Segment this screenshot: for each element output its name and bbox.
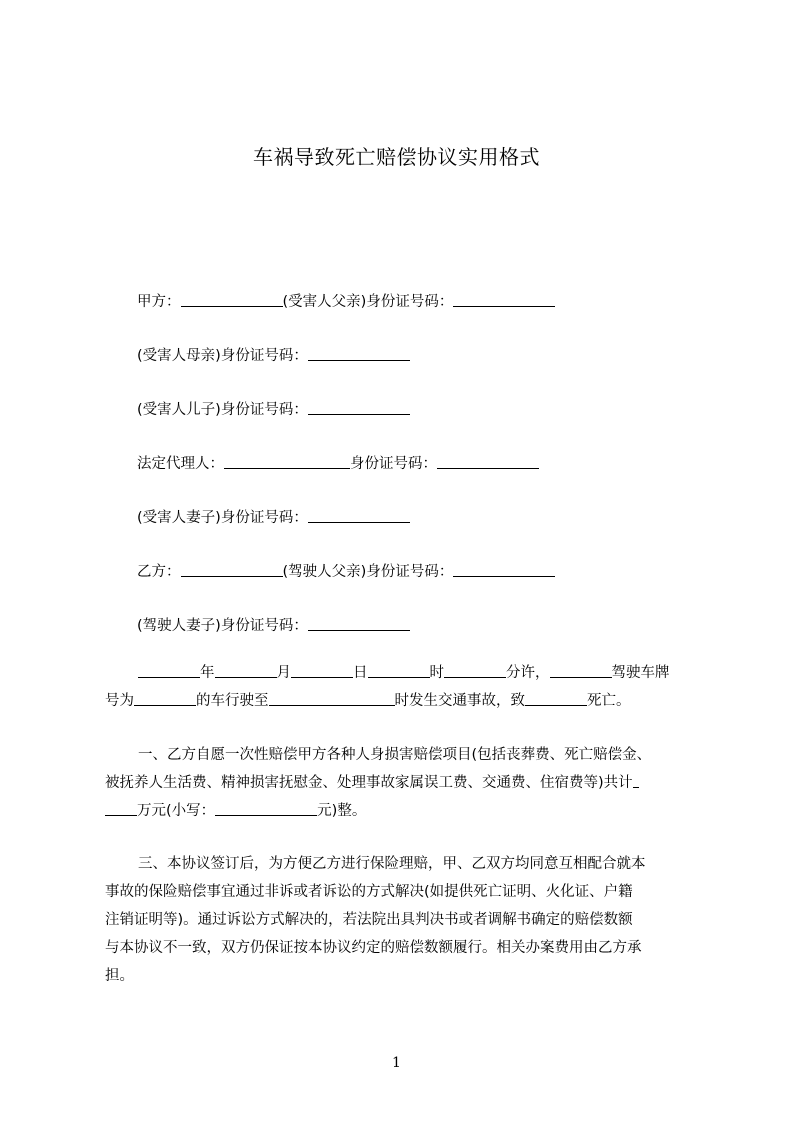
driver-blank	[550, 662, 612, 678]
amount-figures-blank	[215, 800, 317, 816]
plate-prefix-label: 号为	[105, 693, 134, 709]
driver-plate-label: 驾驶车牌	[611, 665, 670, 681]
clause-three	[105, 850, 705, 990]
victim-mother-line	[137, 345, 410, 366]
party-a-line	[137, 291, 555, 312]
legal-agent-id-blank	[437, 453, 539, 469]
clause-three-line-2: 事故的保险赔偿事宜通过非诉或者诉讼的方式解决(如提供死亡证明、火化证、户籍	[105, 884, 633, 900]
page-number: 1	[392, 1055, 401, 1071]
party-b-name-blank	[181, 561, 283, 577]
plate-number-blank	[134, 690, 196, 706]
total-amount-blank-start	[633, 772, 639, 788]
party-b-line	[137, 561, 555, 582]
driver-wife-line	[137, 615, 410, 636]
party-a-name-blank	[181, 291, 283, 307]
clause-three-line-4: 与本协议不一致，双方仍保证按本协议约定的赔偿数额履行。相关办案费用由乙方承	[105, 940, 642, 956]
victim-father-id-blank	[453, 291, 555, 307]
legal-agent-line	[137, 453, 539, 474]
driver-father-id-label: (驾驶人父亲)身份证号码：	[282, 564, 454, 580]
minute-label: 分许，	[506, 665, 550, 681]
death-label: 死亡。	[587, 693, 631, 709]
year-blank	[138, 662, 200, 678]
legal-agent-label: 法定代理人：	[137, 456, 224, 472]
vehicle-to-label: 的车行驶至	[196, 693, 269, 709]
wan-yuan-label: 万元(小写：	[137, 803, 216, 819]
clause-one	[105, 741, 705, 825]
hour-label: 时	[429, 665, 444, 681]
clause-three-line-5: 担。	[105, 968, 134, 984]
party-a-label: 甲方：	[137, 294, 181, 310]
victim-son-line	[137, 399, 410, 420]
victim-son-id-blank	[308, 399, 410, 415]
day-label: 日	[353, 665, 368, 681]
victim-wife-id-label: (受害人妻子)身份证号码：	[137, 510, 308, 526]
hour-blank	[368, 662, 430, 678]
minute-blank	[444, 662, 506, 678]
victim-son-id-label: (受害人儿子)身份证号码：	[137, 402, 308, 418]
total-amount-blank	[105, 800, 137, 816]
clause-three-line-1: 三、本协议签订后，为方便乙方进行保险理赔，甲、乙双方均同意互相配合就本	[138, 856, 646, 872]
clause-three-line-3: 注销证明等)。通过诉讼方式解决的，若法院出具判决书或者调解书确定的赔偿数额	[105, 912, 633, 928]
document-title: 车祸导致死亡赔偿协议实用格式	[253, 145, 540, 169]
accident-event-label: 时发生交通事故，致	[394, 693, 525, 709]
driver-wife-id-blank	[308, 615, 410, 631]
location-blank	[269, 690, 395, 706]
clause-one-line-3	[105, 797, 705, 825]
day-blank	[291, 662, 353, 678]
accident-paragraph	[105, 659, 705, 715]
victim-wife-id-blank	[308, 507, 410, 523]
year-label: 年	[200, 665, 215, 681]
driver-wife-id-label: (驾驶人妻子)身份证号码：	[137, 618, 308, 634]
party-b-label: 乙方：	[137, 564, 181, 580]
clause-one-line-2-text: 被抚养人生活费、精神损害抚慰金、处理事故家属误工费、交通费、住宿费等)共计	[105, 775, 633, 791]
legal-agent-id-label: 身份证号码：	[350, 456, 437, 472]
victim-mother-id-blank	[308, 345, 410, 361]
legal-agent-name-blank	[224, 453, 350, 469]
victim-mother-id-label: (受害人母亲)身份证号码：	[137, 348, 308, 364]
month-blank	[215, 662, 277, 678]
clause-one-line-1: 一、乙方自愿一次性赔偿甲方各种人身损害赔偿项目(包括丧葬费、死亡赔偿金、	[138, 747, 652, 763]
victim-wife-line	[137, 507, 410, 528]
deceased-name-blank	[525, 690, 587, 706]
driver-father-id-blank	[453, 561, 555, 577]
clause-one-line-2	[105, 769, 705, 797]
yuan-end-label: 元)整。	[317, 803, 367, 819]
month-label: 月	[276, 665, 291, 681]
victim-father-id-label: (受害人父亲)身份证号码：	[282, 294, 454, 310]
